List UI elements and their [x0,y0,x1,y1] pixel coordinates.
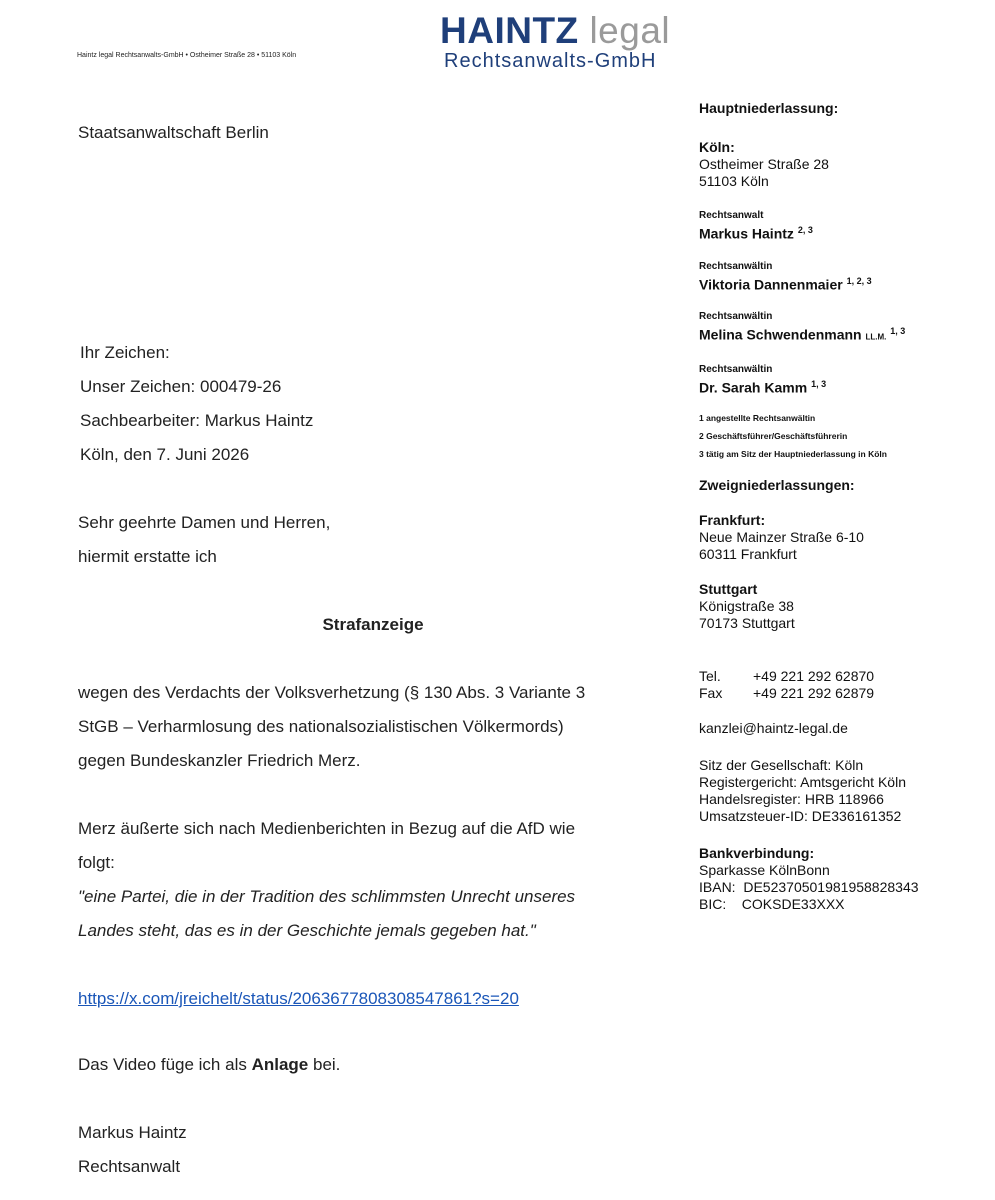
ref-unser-zeichen: Unser Zeichen: 000479-26 [80,377,282,396]
quote-line: "eine Partei, die in der Tradition des schlimmsten Unrecht unseres [78,887,576,906]
bank-name: Sparkasse KölnBonn [699,861,830,878]
paragraph-allegation [78,676,585,778]
vat-id: Umsatzsteuer-ID: DE336161352 [699,807,902,824]
closing-line [78,1048,340,1082]
bank-heading: Bankverbindung: [699,844,815,861]
lawyer-role: Rechtsanwalt [699,210,764,221]
lawyer-entry [699,261,989,294]
email-address: kanzlei@haintz-legal.de [699,719,848,736]
branch-zip: 60311 Frankfurt [699,545,797,562]
branch-city: Frankfurt: [699,511,766,528]
closing-text: Das Video füge ich als [78,1055,252,1074]
logo-subtitle: Rechtsanwalts-GmbH [444,50,657,72]
sender-address-line: Haintz legal Rechtsanwalts-GmbH • Ostheimer Straße 28 • 51103 Köln [77,52,297,59]
phone-line: Tel. +49 221 292 62870 [699,667,875,684]
lawyer-name: Melina Schwendenmann LL.M. $^{1, 3}$ [699,326,906,343]
paragraph-line: Merz äußerte sich nach Medienberichten in Bezug auf die AfD wie [78,819,576,838]
closing-bold: Anlage [251,1055,309,1074]
intro-line: hiermit erstatte ich [78,547,217,566]
paragraph-line: StGB – Verharmlosung des nationalsozialistischen Völkermords) [78,717,564,736]
hq-city: Köln: [699,139,735,155]
bank-bic: BIC: COKSDE33XXX [699,895,845,912]
footnote: 3 tätig am Sitz der Hauptniederlassung in Köln [699,448,887,459]
branch-city: Stuttgart [699,580,758,597]
branch-street: Neue Mainzer Straße 6-10 [699,528,864,545]
register-court: Registergericht: Amtsgericht Köln [699,773,906,790]
company-logo [440,12,730,72]
footnote: 1 angestellte Rechtsanwältin [699,412,816,423]
branch-zip: 70173 Stuttgart [699,614,795,631]
logo-legal-text: legal [589,10,671,51]
signature-role: Rechtsanwalt [78,1157,181,1176]
lawyer-name: Markus Haintz $^{2, 3}$ [699,225,813,242]
salutation: Sehr geehrte Damen und Herren, [78,513,331,532]
ref-sachbearbeiter: Sachbearbeiter: Markus Haintz [80,411,314,430]
fax-line: Fax +49 221 292 62879 [699,684,875,701]
signature-block [78,1116,187,1184]
logo-main-text: HAINTZ [440,10,579,51]
paragraph-line: folgt: [78,853,115,872]
branches-heading: Zweigniederlassungen: [699,476,855,493]
recipient-address: Staatsanwaltschaft Berlin [78,123,269,142]
lawyer-entry [699,311,989,346]
letter-title: Strafanzeige [322,615,424,634]
lawyer-entry [699,364,989,397]
quote-line: Landes steht, das es in der Geschichte jemals gegeben hat." [78,921,536,940]
ref-ihr-zeichen: Ihr Zeichen: [80,343,170,362]
letterhead-sidebar [699,100,989,913]
hq-street: Ostheimer Straße 28 [699,156,829,172]
reference-block [80,336,313,472]
lawyer-role: Rechtsanwältin [699,260,773,272]
evidence-link[interactable]: https://x.com/jreichelt/status/2063677808308547861?s=20 [78,989,519,1008]
paragraph-line: gegen Bundeskanzler Friedrich Merz. [78,751,361,770]
branch-street: Königstraße 38 [699,597,794,614]
company-seat: Sitz der Gesellschaft: Köln [699,756,864,773]
commercial-register: Handelsregister: HRB 118966 [699,790,884,807]
bank-iban: IBAN: DE52370501981958828343 [699,878,919,895]
lawyer-entry [699,210,989,243]
closing-text-end: bei. [308,1055,341,1074]
hq-heading: Hauptniederlassung: [699,100,839,116]
lawyer-role: Rechtsanwältin [699,311,773,323]
lawyer-name: Viktoria Dannenmaier $^{1, 2, 3}$ [699,275,872,293]
hq-zip: 51103 Köln [699,173,769,189]
lawyer-role: Rechtsanwältin [699,363,773,375]
paragraph-quote [78,812,575,948]
paragraph-line: wegen des Verdachts der Volksverhetzung (§ 130 Abs. 3 Variante 3 [78,683,586,702]
signature-name: Markus Haintz [78,1123,187,1142]
lawyer-name: Dr. Sarah Kamm $^{1, 3}$ [699,378,827,396]
salutation-block [78,506,330,574]
ref-date: Köln, den 7. Juni 2026 [80,445,250,464]
footnote: 2 Geschäftsführer/Geschäftsführerin [699,430,848,441]
